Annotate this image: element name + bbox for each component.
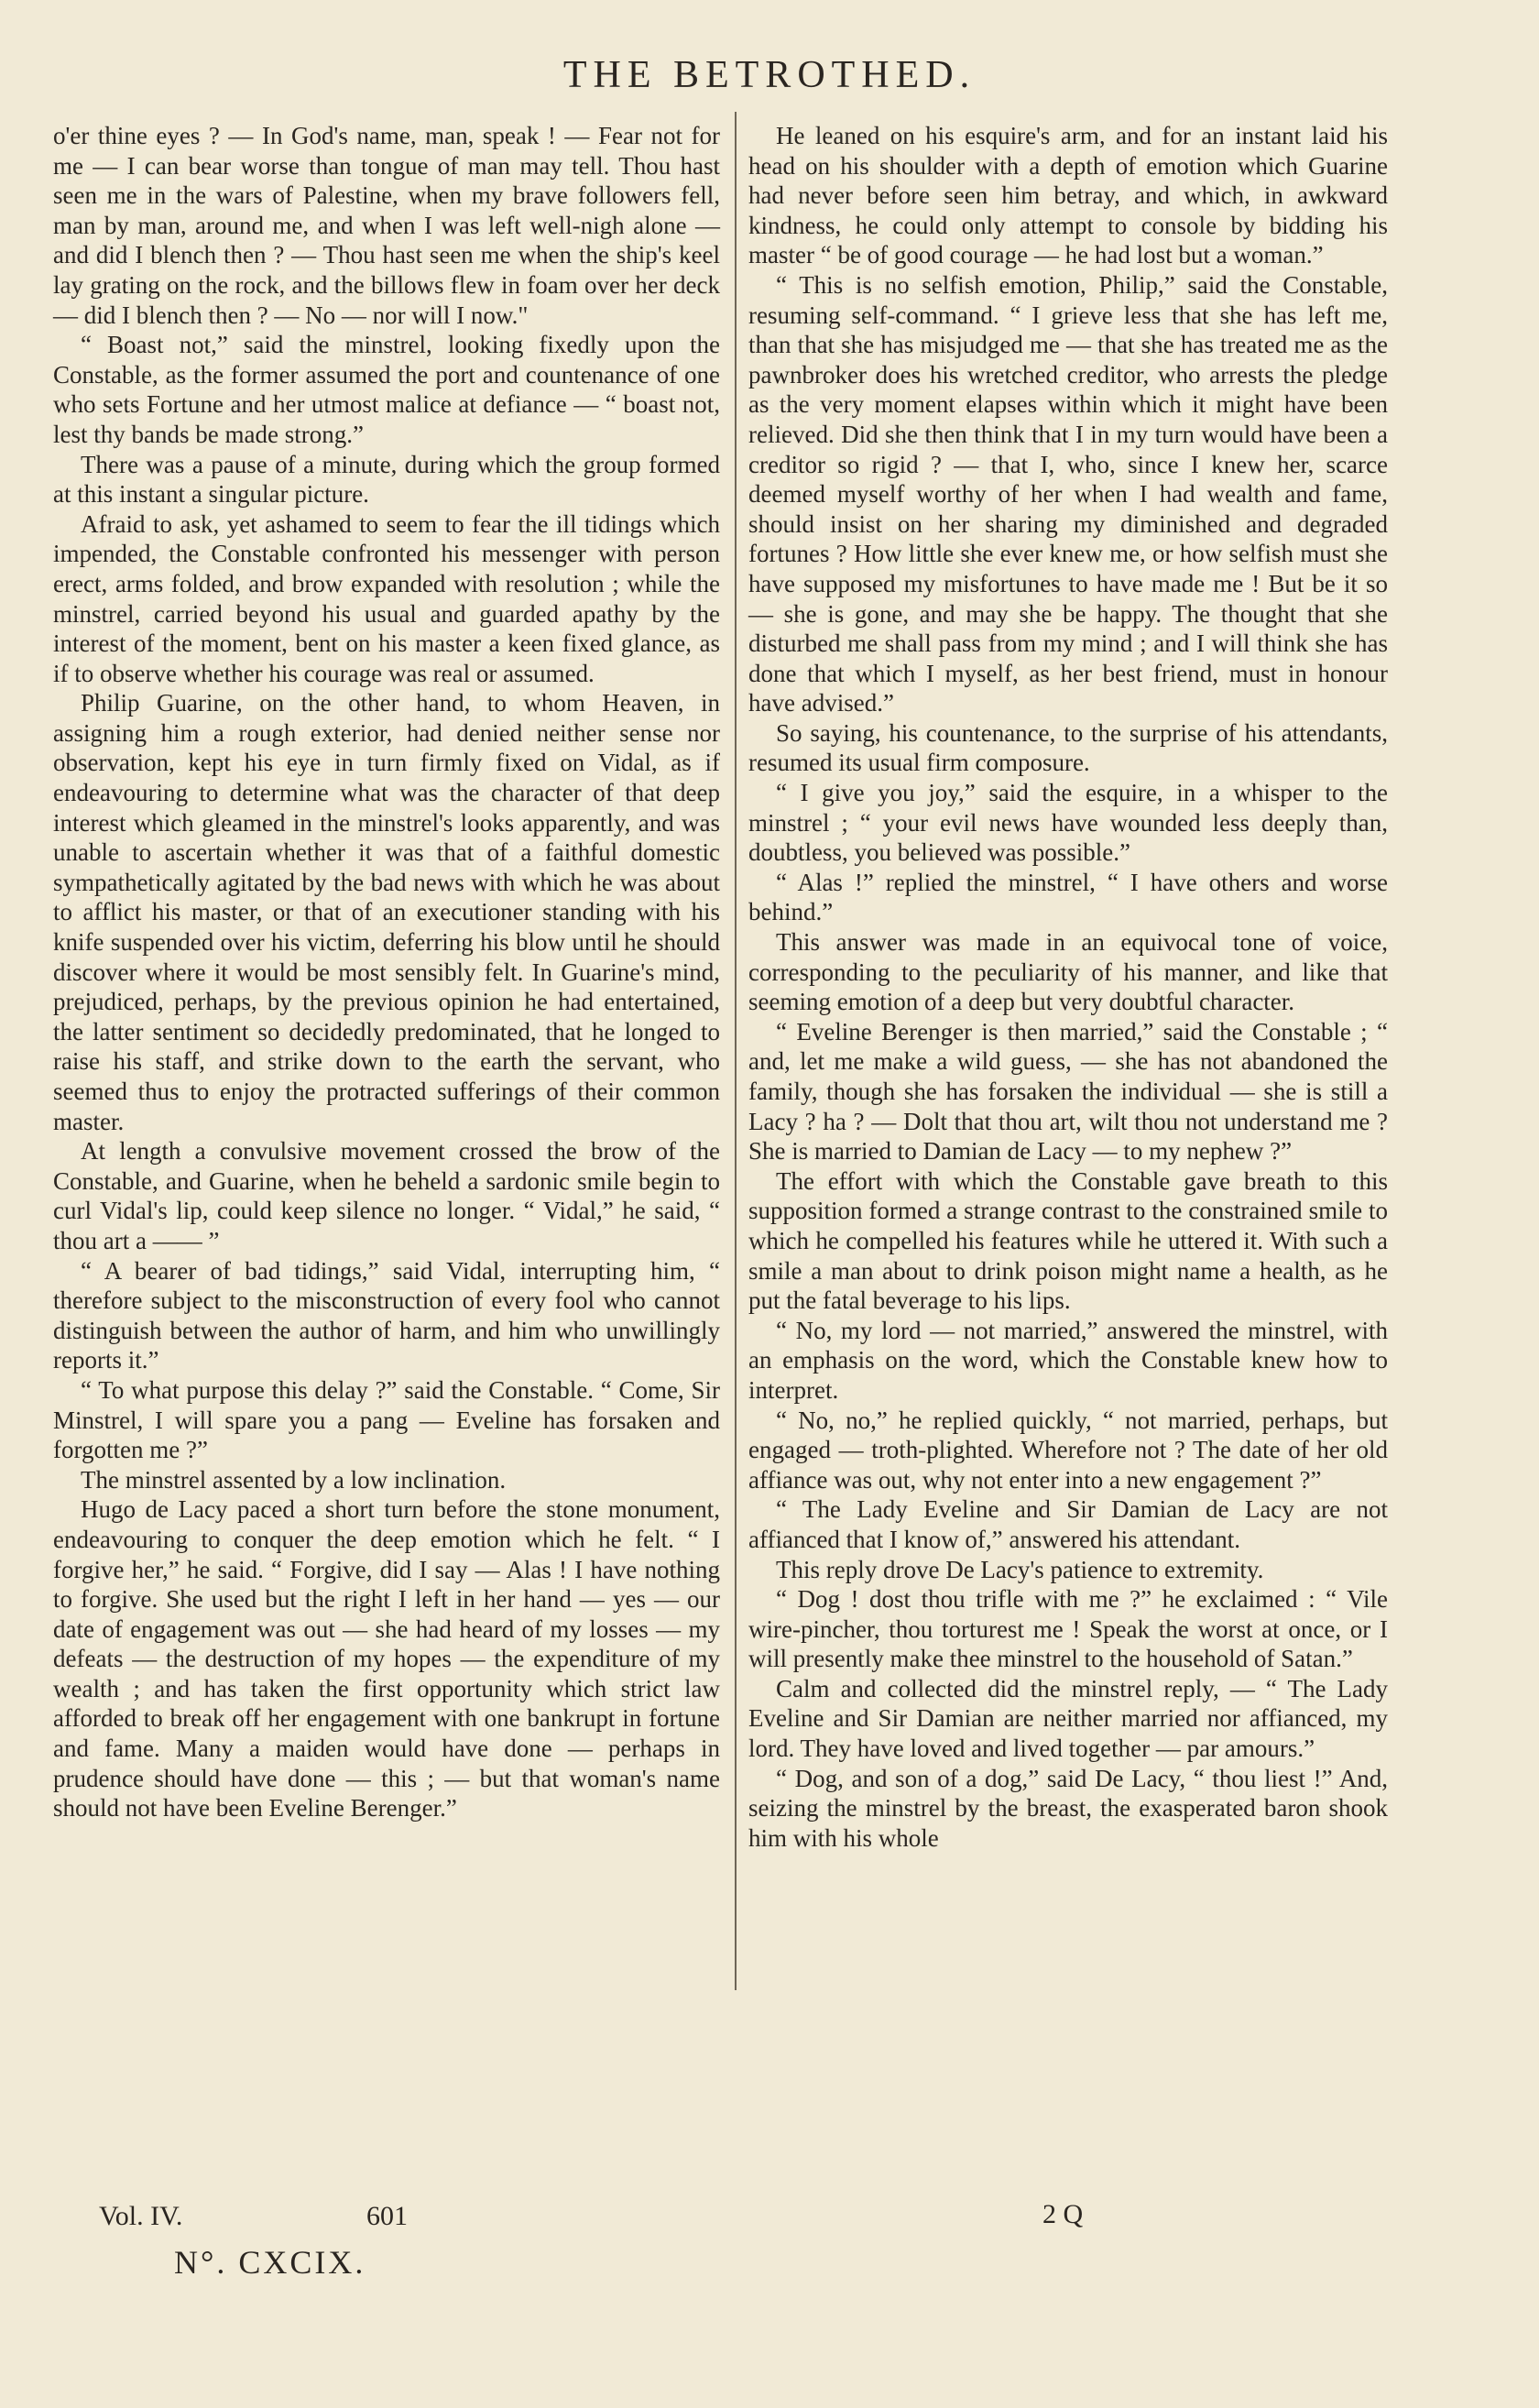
paragraph: “ No, no,” he replied quickly, “ not married, perhaps, but engaged — troth-plighted. Wherefore not ? The date of her old affiance was out, why not enter into a new engagement ?”: [748, 1406, 1388, 1494]
paragraph: He leaned on his esquire's arm, and for an instant laid his head on his shoulder with a depth of emotion which Guarine had never before seen him betray, and which, in awkward kindness, he could only attempt to console by bidding his master “ be of good courage — he had lost but a woman.”: [748, 122, 1388, 269]
paragraph: “ The Lady Eveline and Sir Damian de Lacy are not affianced that I know of,” answered his attendant.: [748, 1495, 1388, 1553]
paragraph: “ Dog, and son of a dog,” said De Lacy, “ thou liest !” And, seizing the minstrel by the breast, the exasperated baron shook him with his whole: [748, 1764, 1388, 1852]
paragraph: “ To what purpose this delay ?” said the Constable. “ Come, Sir Minstrel, I will spare you a pang — Eveline has forsaken and forgotten me ?”: [53, 1375, 720, 1464]
paragraph: This reply drove De Lacy's patience to extremity.: [776, 1555, 1264, 1583]
paragraph: The effort with which the Constable gave breath to this supposition formed a strange contrast to the constrained smile to which he compelled his features while he uttered it. With such a smile a man about to drink poison might name a health, as he put the fatal beverage to his lips.: [748, 1166, 1388, 1315]
paragraph: Philip Guarine, on the other hand, to whom Heaven, in assigning him a rough exterior, had denied neither sense nor observation, kept his eye in turn firmly fixed on Vidal, as if endeavouring to determine what was the character of that deep interest which gleamed in the minstrel's looks apparently, and was unable to ascertain whether it was that of a faithful domestic sympathetically agitated by the bad news with which he was about to afflict his master, or that of an executioner standing with his knife suspended over his victim, deferring his blow until he should discover where it would be most sensibly felt. In Guarine's mind, prejudiced, perhaps, by the previous opinion he had entertained, the latter sentiment so decidedly predominated, that he longed to raise his staff, and strike down to the earth the servant, who seemed thus to enjoy the protracted sufferings of their common master.: [53, 689, 720, 1135]
volume-label: Vol. IV.: [99, 2201, 183, 2231]
paragraph: So saying, his countenance, to the surprise of his attendants, resumed its usual firm composure.: [748, 718, 1388, 777]
paragraph: Calm and collected did the minstrel reply, — “ The Lady Eveline and Sir Damian are neither married nor affianced, my lord. They have loved and lived together — par amours.”: [748, 1674, 1388, 1763]
right-text-column: [748, 121, 1388, 1853]
page-number: 601: [366, 2201, 408, 2231]
page-title: THE BETROTHED.: [562, 54, 977, 96]
paragraph: “ A bearer of bad tidings,” said Vidal, interrupting him, “ therefore subject to the misconstruction of every fool who cannot distinguish between the author of harm, and him who unwillingly reports it.”: [53, 1256, 720, 1374]
paragraph: “ This is no selfish emotion, Philip,” said the Constable, resuming self-command. “ I grieve less that she has left me, than that she has misjudged me — that she has treated me as the pawnbroker does his wretched creditor, who arrests the pledge as the very moment elapses within which it might have been relieved. Did she then think that I in my turn would have been a creditor so rigid ? — that I, who, since I knew her, scarce deemed myself worthy of her when I had wealth and fame, should insist on her sharing my diminished and degraded fortunes ? How little she ever knew me, or how selfish must she have supposed my misfortunes to have made me ! But be it so — she is gone, and may she be happy. The thought that she disturbed me shall pass from my mind ; and I will think she has done that which I myself, as her best friend, must in honour have advised.”: [748, 270, 1388, 717]
issue-number: N°. CXCIX.: [174, 2244, 366, 2281]
paragraph: “ Boast not,” said the minstrel, looking fixedly upon the Constable, as the former assumed the port and countenance of one who sets Fortune and her utmost malice at defiance — “ boast not, lest thy bands be made strong.”: [53, 331, 720, 448]
paragraph: At length a convulsive movement crossed the brow of the Constable, and Guarine, when he beheld a sardonic smile begin to curl Vidal's lip, could keep silence no longer. “ Vidal,” he said, “ thou art a —— ”: [53, 1137, 720, 1254]
paragraph: Afraid to ask, yet ashamed to seem to fear the ill tidings which impended, the Constable confronted his messenger with person erect, arms folded, and brow expanded with resolution ; while the minstrel, carried beyond his usual and guarded apathy by the interest of the moment, bent on his master a keen fixed glance, as if to observe whether his courage was real or assumed.: [53, 509, 720, 687]
paragraph: “ I give you joy,” said the esquire, in a whisper to the minstrel ; “ your evil news have wounded less deeply than, doubtless, you believed was possible.”: [748, 779, 1388, 867]
column-divider: [735, 112, 737, 1990]
left-text-column: [53, 121, 720, 1823]
paragraph: This answer was made in an equivocal tone of voice, corresponding to the peculiarity of his manner, and like that seeming emotion of a deep but very doubtful character.: [748, 928, 1388, 1016]
paragraph: “ No, my lord — not married,” answered the minstrel, with an emphasis on the word, which the Constable knew how to interpret.: [748, 1316, 1388, 1404]
paragraph: “ Alas !” replied the minstrel, “ I have others and worse behind.”: [748, 868, 1388, 926]
paragraph: Hugo de Lacy paced a short turn before the stone monument, endeavouring to conquer the deep emotion which he felt. “ I forgive her,” he said. “ Forgive, did I say — Alas ! I have nothing to forgive. She used but the right I left in her hand — yes — our date of engagement was out — she had heard of my losses — my defeats — the destruction of my hopes — the expenditure of my wealth ; and has taken the first opportunity which strict law afforded to break off her engagement with one bankrupt in fortune and fame. Many a maiden would have done — perhaps in prudence should have done — this ; — but that woman's name should not have been Eveline Berenger.”: [53, 1495, 720, 1822]
paragraph: “ Eveline Berenger is then married,” said the Constable ; “ and, let me make a wild guess, — she has not abandoned the family, though she has forsaken the individual — she is still a Lacy ? ha ? — Dolt that thou art, wilt thou not understand me ? She is married to Damian de Lacy — to my nephew ?”: [748, 1017, 1388, 1166]
paragraph: “ Dog ! dost thou trifle with me ?” he exclaimed : “ Vile wire-pincher, thou torturest me ! Speak the worst at once, or I will presently make thee minstrel to the household of Satan.”: [748, 1585, 1388, 1673]
paragraph: o'er thine eyes ? — In God's name, man, speak ! — Fear not for me — I can bear worse than tongue of man may tell. Thou hast seen me in the wars of Palestine, when my brave followers fell, man by man, around me, and when I was left well-nigh alone — and did I blench then ? — Thou hast seen me when the ship's keel lay grating on the rock, and the billows flew in foam over her deck — did I blench then ? — No — nor will I now.": [53, 122, 720, 329]
signature-mark: 2 Q: [1042, 2199, 1084, 2229]
paragraph: The minstrel assented by a low inclination.: [81, 1465, 507, 1494]
paragraph: There was a pause of a minute, during which the group formed at this instant a singular picture.: [53, 450, 720, 509]
